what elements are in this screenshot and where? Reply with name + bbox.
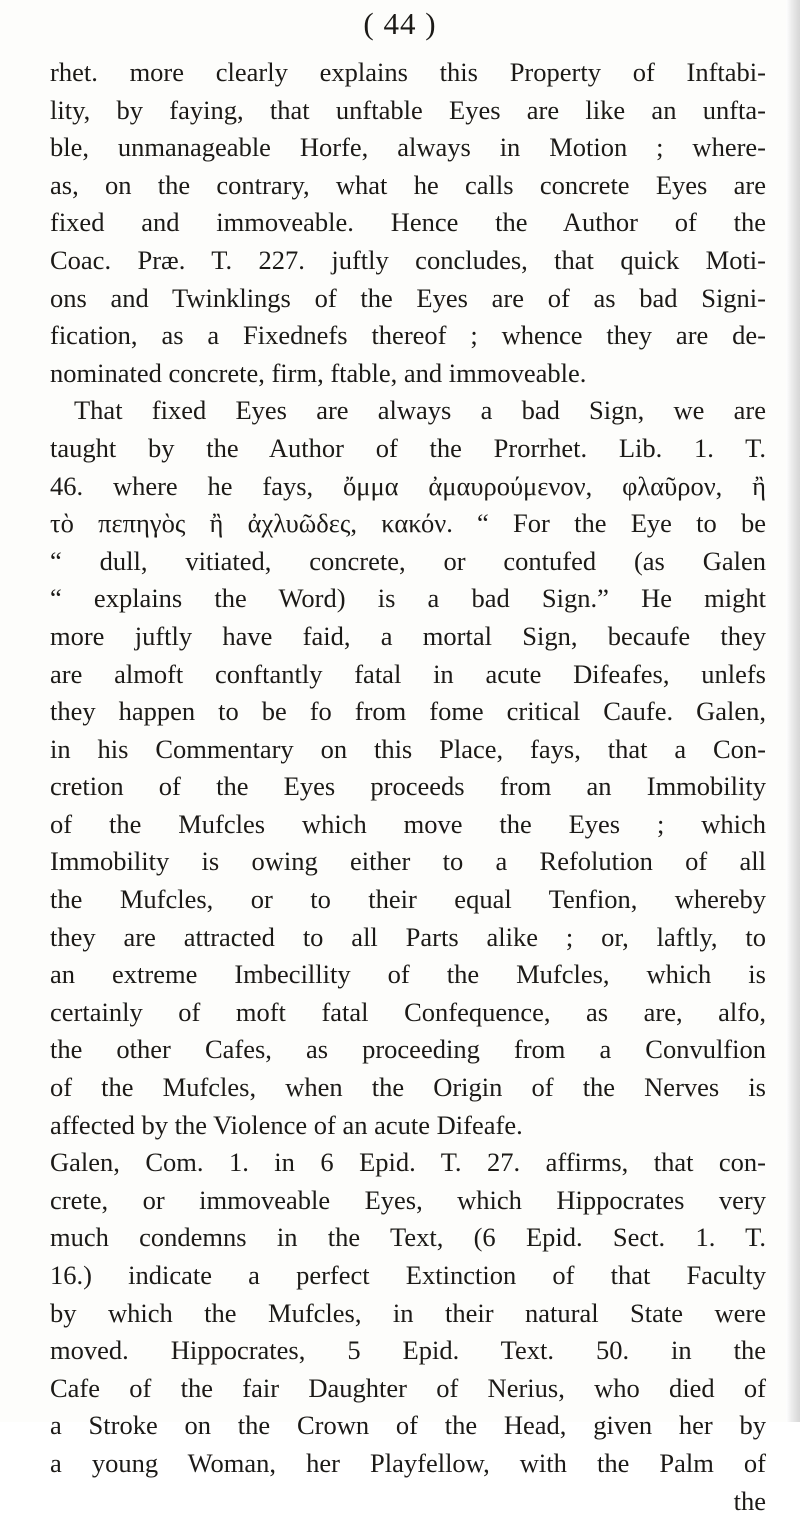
text-line: moved. Hippocrates, 5 Epid. Text. 50. in the — [50, 1335, 766, 1366]
text-line: Coac. Præ. T. 227. juftly concludes, that quick Moti- — [50, 244, 766, 275]
text-line: of the Mufcles, when the Origin of the Nerves is — [50, 1072, 766, 1103]
text-line: ons and Twinklings of the Eyes are of as bad Signi- — [50, 282, 766, 313]
text-line: 46. where he fays, ὄμμα ἀμαυρούμενον, φλαῦρον, ἢ — [50, 470, 766, 501]
text-line: “ dull, vitiated, concrete, or contufed (as Galen — [50, 545, 766, 576]
text-line: affected by the Violence of an acute Difeafe. — [50, 1109, 523, 1140]
text-line: as, on the contrary, what he calls concrete Eyes are — [50, 169, 766, 200]
text-line: by which the Mufcles, in their natural State were — [50, 1297, 766, 1328]
text-line: the Mufcles, or to their equal Tenfion, whereby — [50, 884, 766, 915]
text-line: fixed and immoveable. Hence the Author of the — [50, 207, 766, 238]
text-line: the other Cafes, as proceeding from a Convulfion — [50, 1034, 766, 1065]
text-line: rhet. more clearly explains this Property of Inftabi- — [50, 57, 766, 87]
text-line: more juftly have faid, a mortal Sign, becaufe they — [50, 620, 766, 651]
text-line: That fixed Eyes are always a bad Sign, we are — [74, 395, 766, 426]
text-line: an extreme Imbecillity of the Mufcles, which is — [50, 959, 766, 990]
text-line: certainly of moft fatal Confequence, as are, alfo, — [50, 996, 766, 1027]
text-line: much condemns in the Text, (6 Epid. Sect. 1. T. — [50, 1222, 766, 1253]
text-line: taught by the Author of the Prorrhet. Lib. 1. T. — [50, 432, 766, 463]
text-line: nominated concrete, firm, ftable, and immoveable. — [50, 357, 587, 388]
text-line: they are attracted to all Parts alike ; or, laftly, to — [50, 921, 766, 952]
text-line: the — [733, 1485, 766, 1516]
text-line: a Stroke on the Crown of the Head, given her by — [50, 1410, 766, 1441]
text-line: “ explains the Word) is a bad Sign.” He might — [50, 583, 766, 614]
text-line: Galen, Com. 1. in 6 Epid. T. 27. affirms, that con- — [50, 1147, 766, 1178]
text-line: they happen to be fo from fome critical Caufe. Galen, — [50, 696, 766, 727]
text-line: lity, by faying, that unftable Eyes are like an unfta- — [50, 94, 766, 125]
page-number: ( 44 ) — [363, 6, 437, 41]
text-line: τὸ πεπηγὸς ἢ ἀχλυῶδες, κακόν. “ For the Eye to be — [50, 508, 766, 539]
text-line: of the Mufcles which move the Eyes ; which — [50, 808, 766, 839]
text-line: fication, as a Fixednefs thereof ; whence they are de- — [50, 320, 766, 351]
text-line: are almoft conftantly fatal in acute Difeafes, unlefs — [50, 658, 766, 689]
text-line: ble, unmanageable Horfe, always in Motion ; where- — [50, 132, 766, 163]
text-line: in his Commentary on this Place, fays, that a Con- — [50, 733, 766, 764]
page-edge-shadow — [786, 0, 800, 1422]
text-line: cretion of the Eyes proceeds from an Immobility — [50, 771, 766, 802]
text-line: Immobility is owing either to a Refolution of all — [50, 846, 766, 877]
text-line: crete, or immoveable Eyes, which Hippocrates very — [50, 1184, 766, 1215]
text-line: 16.) indicate a perfect Extinction of that Faculty — [50, 1260, 766, 1290]
text-line: a young Woman, her Playfellow, with the Palm of — [50, 1447, 766, 1478]
text-line: Cafe of the fair Daughter of Nerius, who died of — [50, 1372, 766, 1403]
body-text — [50, 54, 766, 1520]
